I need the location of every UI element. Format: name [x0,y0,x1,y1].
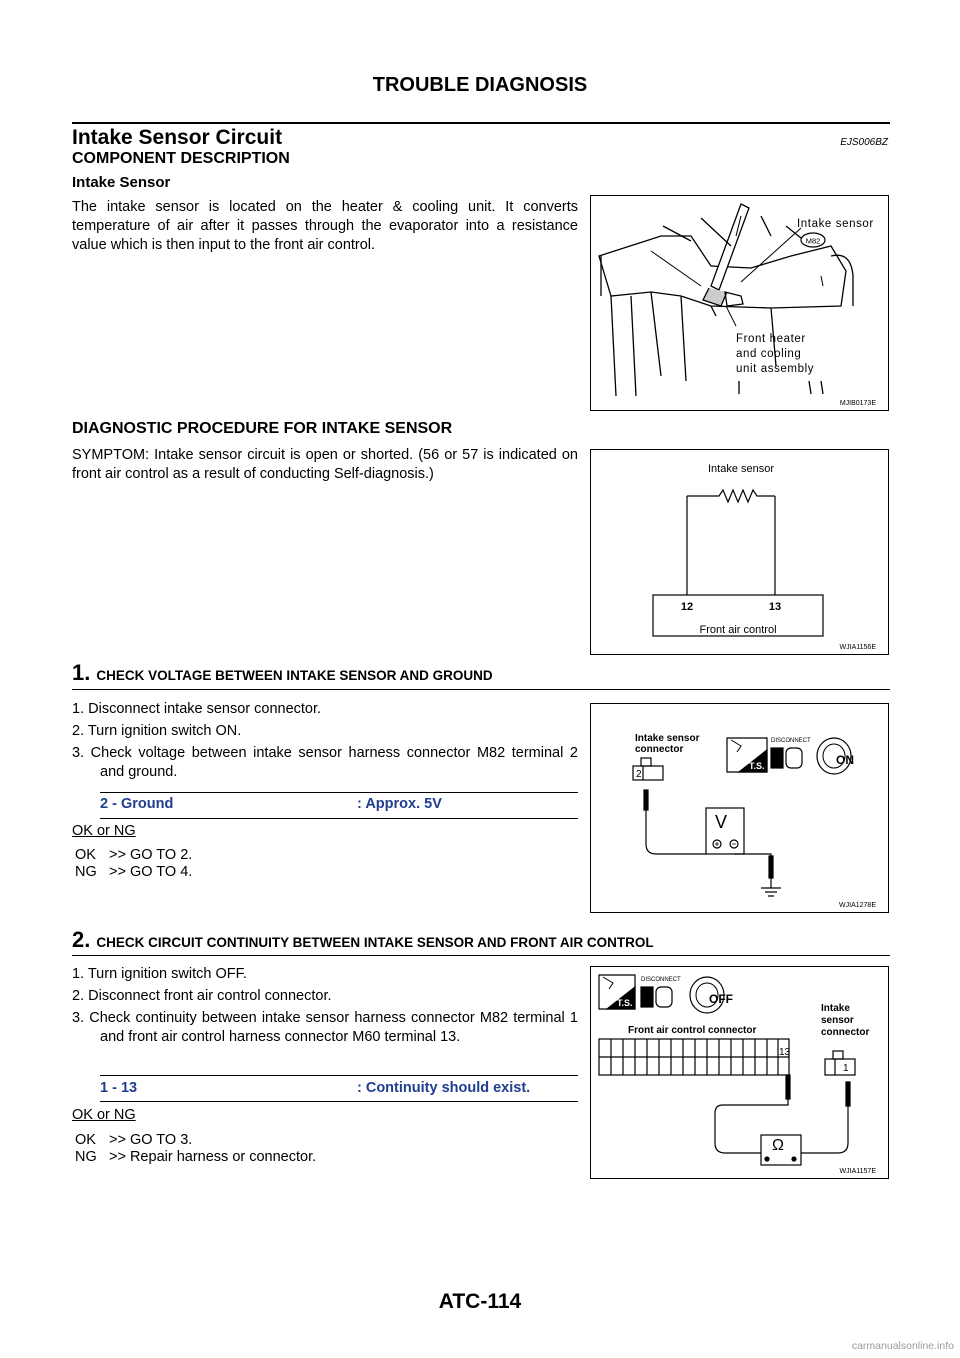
step1-ok-key: OK [75,847,96,863]
step2-spec-rule-bottom [100,1101,578,1102]
fig3-code: WJIA1278E [839,902,876,909]
step2-list [72,965,578,1050]
step2-rule [72,955,890,956]
header-rule [72,122,890,124]
fig4-label-control-conn: Front air control connector [628,1025,757,1036]
fig4-ts: T.S. [617,998,633,1008]
fig3-meter: V [715,812,728,832]
fig3-disconnect: DISCONNECT [771,738,811,744]
step1-result-ng [75,864,192,881]
component-text: The intake sensor is located on the heater & cooling unit. It converts temperature of air after it passes through the evaporator into a resistance value which is then input to the front air control. [72,199,578,253]
procedure-symptom: SYMPTOM: Intake sensor circuit is open or shorted. (56 or 57 is indicated on front air control as a result of conducting Self-diagnosis.) [72,447,578,482]
step1-okng: OK or NG [72,823,136,839]
voltage-check-figure [590,703,889,913]
step2-spec-rule-top [100,1075,578,1076]
step1-ng-key: NG [75,864,97,880]
step1-spec-key: 2 - Ground [100,796,174,812]
step2-spec-key: 1 - 13 [100,1080,138,1096]
fig4-terminal-13: 13 [779,1047,791,1058]
intake-sensor-location-figure [590,195,889,411]
step1-list [72,700,578,785]
step1-spec-rule-top [100,792,578,793]
step2-spec [100,1080,578,1096]
step2-title-text: CHECK CIRCUIT CONTINUITY BETWEEN INTAKE SENSOR AND FRONT AIR CONTROL [96,935,654,950]
step1-rule [72,689,890,690]
fig1-connector-id: M82 [805,236,821,246]
fig1-label-unit-3: unit assembly [736,363,815,375]
fig2-label-sensor: Intake sensor [707,463,775,475]
fig4-terminal-1: 1 [843,1063,849,1074]
watermark: carmanualsonline.info [851,1340,954,1352]
fig4-label-sensor-1: Intake [821,1003,850,1014]
fig4-label-sensor-3: connector [821,1027,870,1038]
section-code: EJS006BZ [840,137,888,148]
fig3-on: ON [836,753,854,767]
page-number: ATC-114 [438,1290,522,1313]
step1-item-1: 1. Disconnect intake sensor connector. [72,701,322,717]
step1-spec [100,796,578,812]
fig3-ts: T.S. [749,761,765,771]
fig3-label-conn-1: Intake sensor [635,733,700,744]
fig3-terminal: 2 [636,769,642,780]
fig4-off: OFF [709,992,733,1006]
fig2-terminal-12: 12 [680,601,694,613]
fig1-code: MJIB0173E [839,400,876,407]
step1-ok-value: >> GO TO 2. [109,847,193,863]
page-header-title: TROUBLE DIAGNOSIS [372,74,588,96]
continuity-check-figure [590,966,889,1179]
fig2-code: WJIA1156E [839,644,876,651]
step2-title [72,927,654,953]
step2-okng: OK or NG [72,1107,136,1123]
step1-ng-value: >> GO TO 4. [109,864,193,880]
procedure-heading: DIAGNOSTIC PROCEDURE FOR INTAKE SENSOR [72,420,453,437]
step2-result-ok [75,1132,192,1149]
fig2-label-control: Front air control [699,624,777,636]
step1-title [72,660,493,686]
step2-number: 2. [72,927,91,952]
step1-title-text: CHECK VOLTAGE BETWEEN INTAKE SENSOR AND GROUND [96,668,493,683]
step1-number: 1. [72,660,91,685]
step2-ok-key: OK [75,1132,96,1148]
step1-spec-rule-bottom [100,818,578,819]
fig4-meter: Ω [772,1137,784,1154]
step2-item-1: 1. Turn ignition switch OFF. [72,966,247,982]
fig1-label-unit-2: and cooling [736,348,802,360]
fig2-terminal-13: 13 [768,601,782,613]
step2-ok-value: >> GO TO 3. [109,1132,193,1148]
step2-item-2: 2. Disconnect front air control connector. [72,988,332,1004]
step1-spec-value: : Approx. 5V [357,796,442,812]
fig1-label-sensor: Intake sensor [797,218,874,230]
step1-result-ok [75,847,192,864]
step2-ng-value: >> Repair harness or connector. [109,1149,317,1165]
step2-result-ng [75,1149,316,1166]
fig3-label-conn-2: connector [635,744,684,755]
fig4-label-sensor-2: sensor [821,1015,854,1026]
intake-sensor-circuit-figure [590,449,889,655]
step1-item-2: 2. Turn ignition switch ON. [72,723,242,739]
step1-item-3: 3. Check voltage between intake sensor harness connector M82 terminal 2 and ground. [72,745,578,780]
step2-item-3: 3. Check continuity between intake sensor harness connector M82 terminal 1 and front air control harness connector M60 terminal 13. [72,1010,578,1045]
fig4-disconnect: DISCONNECT [641,977,681,983]
fig1-label-unit-1: Front heater [736,333,806,345]
fig4-code: WJIA1157E [839,1168,876,1175]
component-subheading: Intake Sensor [72,174,171,191]
step2-spec-value: : Continuity should exist. [357,1080,531,1096]
section-title: Intake Sensor Circuit [72,126,283,149]
component-heading: COMPONENT DESCRIPTION [72,150,290,167]
step2-ng-key: NG [75,1149,97,1165]
